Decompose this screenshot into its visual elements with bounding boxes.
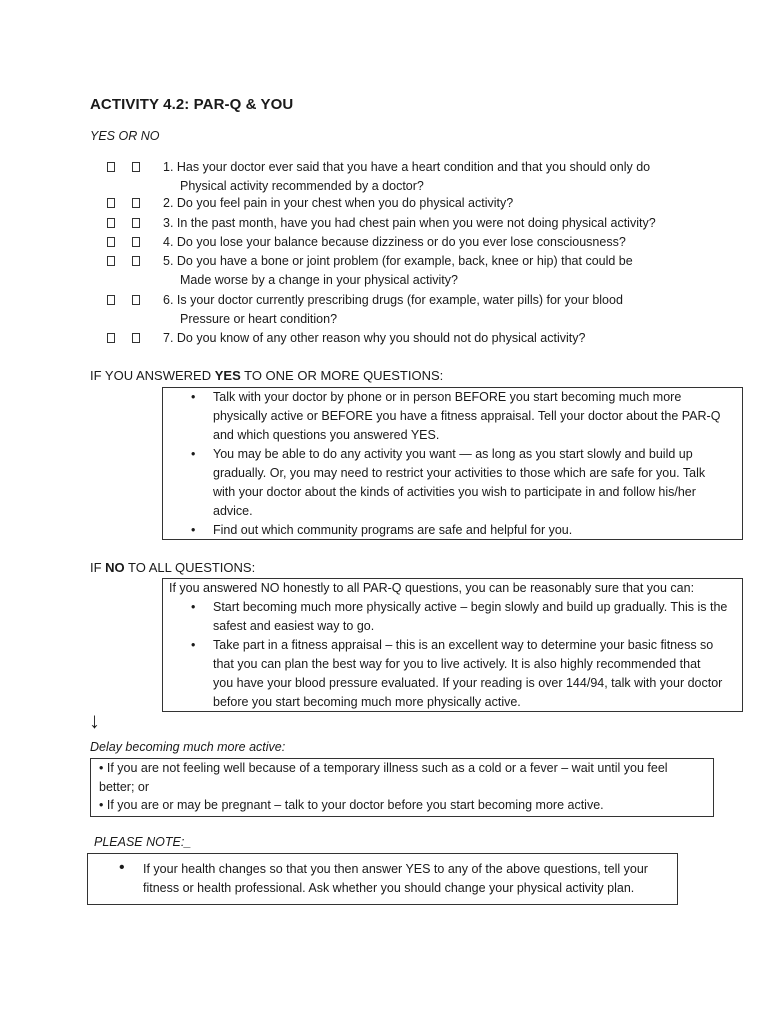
note-bullet: • [119, 859, 125, 876]
note-line-1: If your health changes so that you then answer YES to any of the above questions, tell your [143, 862, 648, 876]
delay-line-2: better; or [99, 780, 150, 794]
no-advice-box: If you answered NO honestly to all PAR-Q questions, you can be reasonably sure that you can: • Start becoming much more physically active – begin slowly and build up gradually. This is the safest and easiest way to go. • Take part in a fitness appraisal – this is an excellent way to determine your basic fitness so that you can plan the best way for you to live actively. It is also highly recommended that you have your blood pressure evaluated. If your reading is over 144/94, talk with your doctor before you start becoming much more physically active. [162, 578, 743, 712]
no-checkbox[interactable] [132, 198, 140, 208]
delay-line-1: • If you are not feeling well because of a temporary illness such as a cold or a fever – wait until you feel [99, 761, 668, 775]
yes-checkbox[interactable] [107, 198, 115, 208]
page-title: ACTIVITY 4.2: PAR-Q & YOU [90, 96, 294, 113]
yes-advice-box: • Talk with your doctor by phone or in person BEFORE you start becoming much more physically active or BEFORE you have a fitness appraisal. Tell your doctor about the PAR-Q and which questions you answered YES. • You may be able to do any activity you want — as long as you start slowly and build up gradually. Or, you may need to restrict your activities to those which are safe for you. Talk with your doctor about the kinds of activities you wish to participate in and follow his/her advice. • Find out which community programs are safe and helpful for you. [162, 387, 743, 540]
yes-checkbox[interactable] [107, 333, 115, 343]
yes-checkbox[interactable] [107, 162, 115, 172]
question-text-cont: Physical activity recommended by a doctor? [180, 179, 424, 193]
yes-emphasis: YES [214, 368, 241, 383]
no-emphasis: NO [105, 560, 125, 575]
question-text: 2. Do you feel pain in your chest when you do physical activity? [163, 196, 514, 210]
yes-section-heading: IF YOU ANSWERED YES TO ONE OR MORE QUESTIONS: [90, 368, 444, 383]
please-note-heading: PLEASE NOTE:_ [94, 835, 192, 849]
question-text: 5. Do you have a bone or joint problem (for example, back, knee or hip) that could be [163, 254, 633, 268]
yes-checkbox[interactable] [107, 218, 115, 228]
delay-heading: Delay becoming much more active: [90, 740, 286, 754]
no-checkbox[interactable] [132, 256, 140, 266]
please-note-box [87, 853, 678, 905]
yes-checkbox[interactable] [107, 256, 115, 266]
no-section-heading: IF NO TO ALL QUESTIONS: [90, 560, 256, 575]
question-text: 1. Has your doctor ever said that you have a heart condition and that you should only do [163, 160, 651, 174]
down-arrow-icon: ↓ [89, 708, 100, 733]
no-checkbox[interactable] [132, 333, 140, 343]
no-checkbox[interactable] [132, 295, 140, 305]
yes-or-no-label: YES OR NO [90, 129, 160, 143]
question-text-cont: Pressure or heart condition? [180, 312, 338, 326]
question-text: 7. Do you know of any other reason why you should not do physical activity? [163, 331, 586, 345]
question-text: 3. In the past month, have you had chest pain when you were not doing physical activity? [163, 216, 656, 230]
no-checkbox[interactable] [132, 162, 140, 172]
question-text-cont: Made worse by a change in your physical activity? [180, 273, 458, 287]
yes-checkbox[interactable] [107, 295, 115, 305]
no-checkbox[interactable] [132, 218, 140, 228]
no-intro: If you answered NO honestly to all PAR-Q questions, you can be reasonably sure that you can: [169, 581, 695, 595]
yes-checkbox[interactable] [107, 237, 115, 247]
delay-line-3: • If you are or may be pregnant – talk to your doctor before you start becoming more active. [99, 798, 604, 812]
question-text: 4. Do you lose your balance because dizziness or do you ever lose consciousness? [163, 235, 626, 249]
note-line-2: fitness or health professional. Ask whether you should change your physical activity plan. [143, 881, 635, 895]
delay-box [90, 758, 714, 817]
no-checkbox[interactable] [132, 237, 140, 247]
question-text: 6. Is your doctor currently prescribing drugs (for example, water pills) for your blood [163, 293, 623, 307]
